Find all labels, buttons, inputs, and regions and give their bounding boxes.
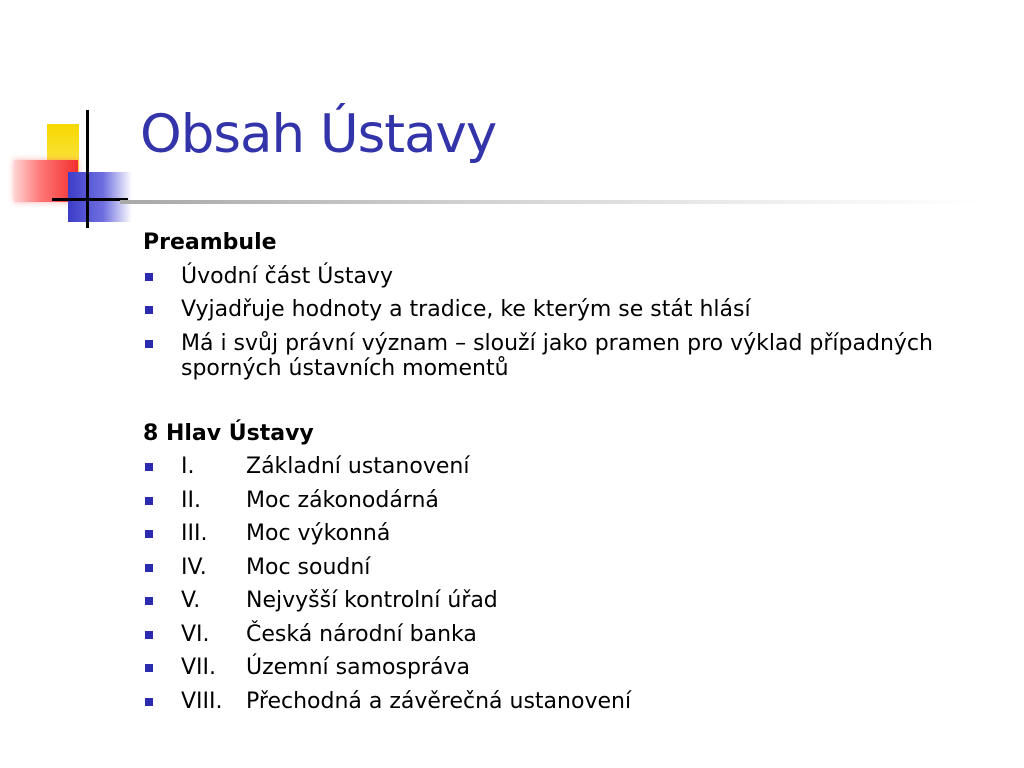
chapter-number: IV. xyxy=(181,554,207,580)
bullet-square-icon xyxy=(145,631,153,639)
list-item xyxy=(143,260,943,294)
chapter-item xyxy=(143,450,943,484)
chapter-label: Moc zákonodárná xyxy=(246,487,439,513)
chapter-item xyxy=(143,618,943,652)
chapter-label: Základní ustanovení xyxy=(246,454,470,479)
bullet-square-icon xyxy=(145,273,153,281)
bullet-square-icon xyxy=(145,698,153,706)
bullet-square-icon xyxy=(145,463,153,471)
logo-horizontal-line xyxy=(52,198,128,201)
bullet-square-icon xyxy=(145,530,153,538)
section-heading-preambule: Preambule xyxy=(143,230,277,255)
list-item xyxy=(143,293,943,327)
list-item-text: Vyjadřuje hodnoty a tradice, ke kterým se stát hlásí xyxy=(181,297,751,322)
chapter-item xyxy=(143,651,943,685)
chapter-number: VII. xyxy=(181,655,217,680)
chapter-item xyxy=(143,685,943,719)
list-item-text: Úvodní část Ústavy xyxy=(181,263,393,289)
bullet-square-icon xyxy=(145,340,153,348)
chapter-label: Přechodná a závěrečná ustanovení xyxy=(246,688,632,714)
chapter-label: Územní samospráva xyxy=(246,655,470,680)
slide-content xyxy=(143,226,943,718)
slide-logo-decoration xyxy=(0,0,140,240)
bullet-square-icon xyxy=(145,664,153,672)
chapter-label: Moc soudní xyxy=(246,554,371,580)
chapter-item xyxy=(143,517,943,551)
title-underline xyxy=(120,200,980,204)
logo-vertical-line xyxy=(86,110,89,228)
bullet-square-icon xyxy=(145,497,153,505)
chapter-number: VI. xyxy=(181,621,210,647)
section-heading-hlavy: 8 Hlav Ústavy xyxy=(143,420,314,446)
chapter-number: V. xyxy=(181,588,201,613)
slide-title: Obsah Ústavy xyxy=(140,104,497,165)
chapter-number: II. xyxy=(181,487,201,513)
bullet-square-icon xyxy=(145,597,153,605)
chapter-label: Česká národní banka xyxy=(246,621,477,647)
chapter-label: Moc výkonná xyxy=(246,521,391,546)
chapter-number: I. xyxy=(181,454,195,479)
bullet-square-icon xyxy=(145,306,153,314)
list-item-text: Má i svůj právní význam – slouží jako pramen pro výklad případných sporných ústavních momentů xyxy=(181,330,933,381)
section-spacer xyxy=(143,385,943,417)
chapter-item xyxy=(143,551,943,585)
logo-blue-square xyxy=(68,172,132,222)
chapter-item xyxy=(143,484,943,518)
bullet-square-icon xyxy=(145,564,153,572)
chapter-number: III. xyxy=(181,521,208,546)
chapter-label: Nejvyšší kontrolní úřad xyxy=(246,588,498,613)
chapter-number: VIII. xyxy=(181,688,223,714)
chapter-item xyxy=(143,584,943,618)
list-item xyxy=(143,327,943,385)
